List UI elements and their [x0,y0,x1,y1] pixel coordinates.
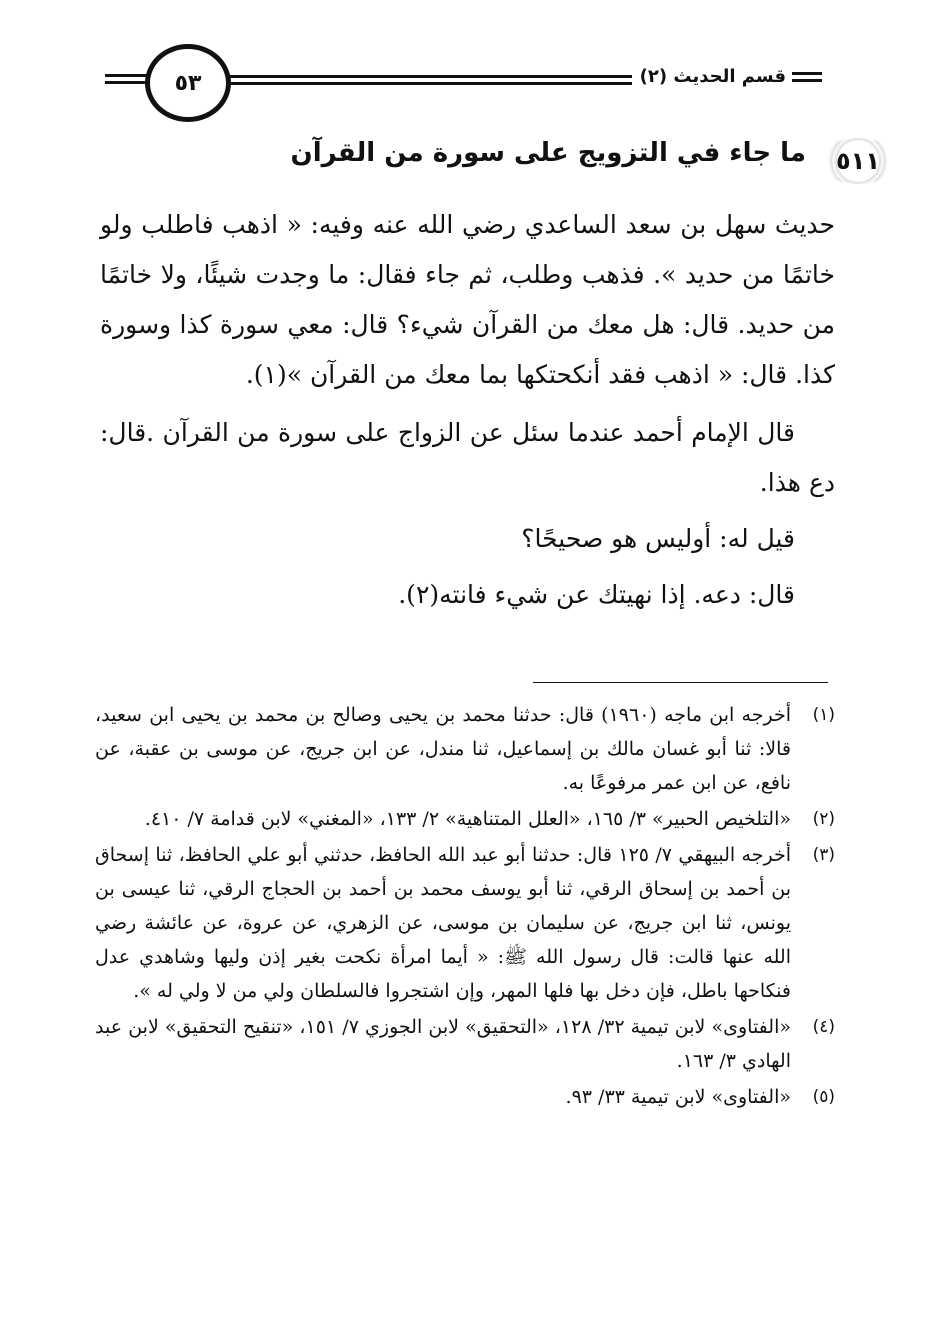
main-text [100,200,835,626]
chapter-number: ٥١١ [836,147,880,175]
footnote-number: (١) [812,705,835,725]
paragraph-imam-ahmad: قال الإمام أحمد عندما سئل عن الزواج على سورة من القرآن .قال: دع هذا. [100,418,835,497]
chapter-heading [108,130,880,190]
footnote [95,1010,835,1078]
footnote-text: أخرجه ابن ماجه (١٩٦٠) قال: حدثنا محمد بن يحيى وصالح بن محمد بن يحيى ابن سعيد، قالا: ثنا أبو غسان مالك بن إسماعيل، ثنا مندل، عن ابن جريج، عن موسى بن عقبة، عن نافع، عن ابن عمر مرفوعًا به. [95,704,791,794]
page-number: ٥٣ [174,70,202,96]
footnote [95,1080,835,1114]
section-title [632,66,830,87]
section-title-text: قسم الحديث (٢) [639,66,786,87]
footnotes [95,698,835,1116]
footnote-text: «التلخيص الحبير» ٣/ ١٦٥، «العلل المتناهية» ٢/ ١٣٣، «المغني» لابن قدامة ٧/ ٤١٠. [144,808,791,830]
footnote-number: (٥) [812,1087,835,1107]
paragraph-question: قيل له: أوليس هو صحيحًا؟ [521,524,795,553]
paragraph-answer: قال: دعه. إذا نهيتك عن شيء فانته(٢). [398,580,795,609]
footnote [95,802,835,836]
page-number-badge [145,44,231,122]
paragraph-hadith: حديث سهل بن سعد الساعدي رضي الله عنه وفيه: « اذهب فاطلب ولو خاتمًا من حديد ». فذهب وطلب، ثم جاء فقال: ما وجدت شيئًا، ولا خاتمًا من حديد. قال: هل معك من القرآن شيء؟ قال: معي سورة كذا وسورة كذا. قال: « اذهب فقد أنكحتكها بما معك من القرآن »(١). [100,210,835,389]
chapter-number-ornament [818,138,898,184]
footnote-number: (٣) [812,845,835,865]
footnote-number: (٤) [812,1017,835,1037]
footnote-number: (٢) [812,809,835,829]
footnote-separator [533,682,828,683]
footnote [95,698,835,800]
footnote-text: «الفتاوى» لابن تيمية ٣٣/ ٩٣. [565,1086,791,1108]
footnote-text: «الفتاوى» لابن تيمية ٣٢/ ١٢٨، «التحقيق» لابن الجوزي ٧/ ١٥١، «تنقيح التحقيق» لابن عبد الهادي ٣/ ١٦٣. [95,1016,791,1072]
section-title-dash [792,72,822,82]
footnote [95,838,835,1008]
footnote-text: أخرجه البيهقي ٧/ ١٢٥ قال: حدثنا أبو عبد الله الحافظ، حدثني أبو علي الحافظ، ثنا إسحاق بن أحمد بن إسحاق الرقي، ثنا أبو يوسف محمد بن أحمد بن الحجاج الرقي، ثنا عيسى بن يونس، ثنا ابن جريج، عن سليمان بن موسى، عن الزهري، عن عروة، عن عائشة رضي الله عنها قالت: قال رسول الله ﷺ: « أيما امرأة نكحت بغير إذن وليها وشاهدي عدل فنكاحها باطل، فإن دخل بها فلها المهر، وإن اشتجروا فالسلطان ولي من لا ولي له ». [95,844,791,1002]
chapter-title: ما جاء في التزويج على سورة من القرآن [290,138,806,168]
